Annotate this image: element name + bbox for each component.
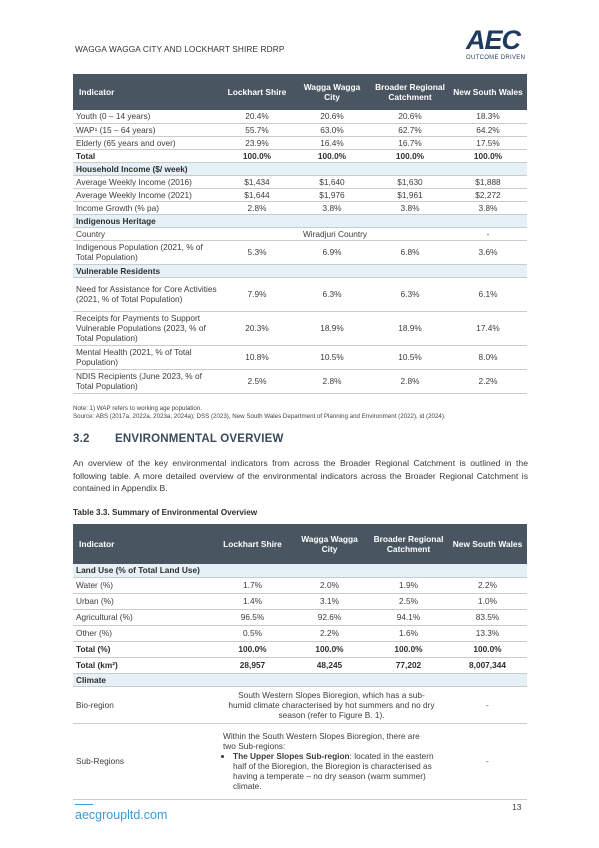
cell: $2,272 bbox=[449, 188, 527, 201]
section-label: Indigenous Heritage bbox=[73, 214, 527, 227]
cell: 16.4% bbox=[293, 136, 371, 149]
cell: 20.6% bbox=[371, 110, 449, 123]
row-label: Total (%) bbox=[73, 641, 215, 657]
section-label: Climate bbox=[73, 673, 527, 686]
table-row-total bbox=[73, 657, 527, 673]
row-label: Country bbox=[73, 227, 221, 240]
cell: 6.3% bbox=[371, 277, 449, 311]
cell: 0.5% bbox=[215, 625, 290, 641]
cell: South Western Slopes Bioregion, which has a sub-humid climate characterised by hot summers and no dry season (refer to Figure B. 1). bbox=[215, 686, 448, 723]
cell: 77,202 bbox=[369, 657, 448, 673]
cell: $1,434 bbox=[221, 175, 293, 188]
section-label: Vulnerable Residents bbox=[73, 264, 527, 277]
cell: 100.0% bbox=[449, 149, 527, 162]
table-header-row bbox=[73, 524, 527, 564]
cell: 17.5% bbox=[449, 136, 527, 149]
section-label: Household Income ($/ week) bbox=[73, 162, 527, 175]
aec-logo bbox=[466, 27, 528, 67]
cell: 2.5% bbox=[221, 369, 293, 393]
environmental-table bbox=[73, 524, 527, 800]
cell: 100.0% bbox=[215, 641, 290, 657]
cell: $1,976 bbox=[293, 188, 371, 201]
row-label: Average Weekly Income (2016) bbox=[73, 175, 221, 188]
section-row bbox=[73, 673, 527, 686]
cell: 6.3% bbox=[293, 277, 371, 311]
section-heading bbox=[73, 433, 284, 445]
row-label: Mental Health (2021, % of Total Population) bbox=[73, 345, 221, 369]
cell: $1,630 bbox=[371, 175, 449, 188]
cell: 7.9% bbox=[221, 277, 293, 311]
cell: 2.8% bbox=[221, 201, 293, 214]
table-row bbox=[73, 593, 527, 609]
row-label: Bio-region bbox=[73, 686, 215, 723]
table-row bbox=[73, 240, 527, 264]
cell: 1.6% bbox=[369, 625, 448, 641]
footer-website: aecgroupltd.com bbox=[75, 808, 168, 822]
row-label: Receipts for Payments to Support Vulnerable Populations (2023, % of Total Population) bbox=[73, 311, 221, 345]
subregion-intro: Within the South Western Slopes Bioregion, there are two Sub-regions: bbox=[223, 731, 420, 751]
section-row bbox=[73, 162, 527, 175]
cell: 18.3% bbox=[449, 110, 527, 123]
cell: - bbox=[448, 723, 527, 799]
row-label: Elderly (65 years and over) bbox=[73, 136, 221, 149]
cell: 62.7% bbox=[371, 123, 449, 136]
table-row bbox=[73, 110, 527, 123]
subregion-list bbox=[223, 751, 434, 791]
table-row-total bbox=[73, 641, 527, 657]
table-row bbox=[73, 369, 527, 393]
table-row bbox=[73, 345, 527, 369]
row-label: Total bbox=[73, 149, 221, 162]
cell: 5.3% bbox=[221, 240, 293, 264]
cell: - bbox=[448, 686, 527, 723]
cell: 63.0% bbox=[293, 123, 371, 136]
cell: 2.8% bbox=[371, 369, 449, 393]
cell: 18.9% bbox=[371, 311, 449, 345]
table-row bbox=[73, 227, 527, 240]
cell: 2.2% bbox=[449, 369, 527, 393]
cell: 10.8% bbox=[221, 345, 293, 369]
cell: 20.4% bbox=[221, 110, 293, 123]
cell: 3.1% bbox=[290, 593, 369, 609]
logo-tagline: OUTCOME DRIVEN bbox=[466, 55, 526, 61]
col-header: New South Wales bbox=[448, 524, 527, 564]
cell: 2.2% bbox=[448, 577, 527, 593]
cell: 3.8% bbox=[449, 201, 527, 214]
cell: 6.9% bbox=[293, 240, 371, 264]
list-item bbox=[233, 751, 434, 791]
table-row bbox=[73, 175, 527, 188]
row-label: Agricultural (%) bbox=[73, 609, 215, 625]
cell: 1.4% bbox=[215, 593, 290, 609]
cell: 64.2% bbox=[449, 123, 527, 136]
cell: 100.0% bbox=[221, 149, 293, 162]
col-header: Lockhart Shire bbox=[221, 74, 293, 110]
table-row bbox=[73, 577, 527, 593]
cell: 23.9% bbox=[221, 136, 293, 149]
section-label: Land Use (% of Total Land Use) bbox=[73, 564, 527, 577]
row-label: Indigenous Population (2021, % of Total Population) bbox=[73, 240, 221, 264]
cell: 6.1% bbox=[449, 277, 527, 311]
cell: Wiradjuri Country bbox=[221, 227, 449, 240]
cell: 17.4% bbox=[449, 311, 527, 345]
row-label: WAP¹ (15 – 64 years) bbox=[73, 123, 221, 136]
cell: - bbox=[449, 227, 527, 240]
section-title: ENVIRONMENTAL OVERVIEW bbox=[115, 433, 284, 445]
cell: 100.0% bbox=[371, 149, 449, 162]
footer-accent-line bbox=[75, 804, 93, 805]
table-row bbox=[73, 136, 527, 149]
table-row-total bbox=[73, 149, 527, 162]
col-header: Wagga Wagga City bbox=[293, 74, 371, 110]
cell: 20.3% bbox=[221, 311, 293, 345]
cell: 6.8% bbox=[371, 240, 449, 264]
col-header: Wagga Wagga City bbox=[290, 524, 369, 564]
cell: 10.5% bbox=[293, 345, 371, 369]
row-label: Youth (0 – 14 years) bbox=[73, 110, 221, 123]
cell: 100.0% bbox=[448, 641, 527, 657]
subregion-desc: : located in the eastern half of the Bioregion, the Bioregion is characterised as having a temperate – no dry season (warm summer) climate. bbox=[233, 751, 434, 791]
row-label: Other (%) bbox=[73, 625, 215, 641]
row-label: Total (km²) bbox=[73, 657, 215, 673]
cell: 55.7% bbox=[221, 123, 293, 136]
section-paragraph: An overview of the key environmental indicators from across the Broader Regional Catchment is outlined in the following table. A more detailed overview of the environmental indicators across the Broader Regional Catchment is contained in Appendix B. bbox=[73, 458, 528, 494]
section-row bbox=[73, 564, 527, 577]
row-label: Average Weekly Income (2021) bbox=[73, 188, 221, 201]
table-row bbox=[73, 723, 527, 799]
col-header: Broader Regional Catchment bbox=[371, 74, 449, 110]
table-row bbox=[73, 625, 527, 641]
cell: 1.7% bbox=[215, 577, 290, 593]
cell: 96.5% bbox=[215, 609, 290, 625]
cell bbox=[215, 723, 448, 799]
cell: 8.0% bbox=[449, 345, 527, 369]
cell: 3.8% bbox=[293, 201, 371, 214]
cell: 8,007,344 bbox=[448, 657, 527, 673]
cell: 2.2% bbox=[290, 625, 369, 641]
cell: 1.0% bbox=[448, 593, 527, 609]
table-row bbox=[73, 188, 527, 201]
table-source: Source: ABS (2017a, 2022a, 2023a, 2024a); DSS (2023), New South Wales Department of Planning and Environment (2022), id (2024). bbox=[73, 413, 446, 420]
col-header: Indicator bbox=[73, 74, 221, 110]
logo-wordmark: AEC bbox=[466, 25, 521, 55]
row-label: Urban (%) bbox=[73, 593, 215, 609]
cell: 48,245 bbox=[290, 657, 369, 673]
cell: 2.8% bbox=[293, 369, 371, 393]
row-label: Sub-Regions bbox=[73, 723, 215, 799]
cell: 92.6% bbox=[290, 609, 369, 625]
cell: 1.9% bbox=[369, 577, 448, 593]
row-label: Income Growth (% pa) bbox=[73, 201, 221, 214]
table-row bbox=[73, 686, 527, 723]
cell: 16.7% bbox=[371, 136, 449, 149]
cell: 10.5% bbox=[371, 345, 449, 369]
cell: 83.5% bbox=[448, 609, 527, 625]
cell: $1,644 bbox=[221, 188, 293, 201]
table-row bbox=[73, 123, 527, 136]
table-header-row bbox=[73, 74, 527, 110]
cell: $1,888 bbox=[449, 175, 527, 188]
section-row bbox=[73, 264, 527, 277]
cell: 3.8% bbox=[371, 201, 449, 214]
table-row bbox=[73, 201, 527, 214]
table-row bbox=[73, 277, 527, 311]
cell: 100.0% bbox=[369, 641, 448, 657]
document-header-title: WAGGA WAGGA CITY AND LOCKHART SHIRE RDRP bbox=[75, 44, 285, 54]
cell: $1,961 bbox=[371, 188, 449, 201]
section-number: 3.2 bbox=[73, 433, 90, 445]
cell: 2.5% bbox=[369, 593, 448, 609]
section-row bbox=[73, 214, 527, 227]
table-caption: Table 3.3. Summary of Environmental Overview bbox=[73, 508, 258, 517]
cell: $1,640 bbox=[293, 175, 371, 188]
demographic-table bbox=[73, 74, 527, 394]
col-header: Lockhart Shire bbox=[215, 524, 290, 564]
cell: 100.0% bbox=[293, 149, 371, 162]
cell: 2.0% bbox=[290, 577, 369, 593]
cell: 94.1% bbox=[369, 609, 448, 625]
cell: 18.9% bbox=[293, 311, 371, 345]
cell: 28,957 bbox=[215, 657, 290, 673]
cell: 13.3% bbox=[448, 625, 527, 641]
col-header: Indicator bbox=[73, 524, 215, 564]
subregion-name: The Upper Slopes Sub-region bbox=[233, 751, 350, 761]
row-label: NDIS Recipients (June 2023, % of Total Population) bbox=[73, 369, 221, 393]
cell: 100.0% bbox=[290, 641, 369, 657]
col-header: New South Wales bbox=[449, 74, 527, 110]
table-row bbox=[73, 311, 527, 345]
table-row bbox=[73, 609, 527, 625]
col-header: Broader Regional Catchment bbox=[369, 524, 448, 564]
cell: 3.6% bbox=[449, 240, 527, 264]
row-label: Water (%) bbox=[73, 577, 215, 593]
cell: 20.6% bbox=[293, 110, 371, 123]
row-label: Need for Assistance for Core Activities (2021, % of Total Population) bbox=[73, 277, 221, 311]
table-note: Note: 1) WAP refers to working age population. bbox=[73, 405, 202, 412]
page-number: 13 bbox=[512, 802, 522, 812]
